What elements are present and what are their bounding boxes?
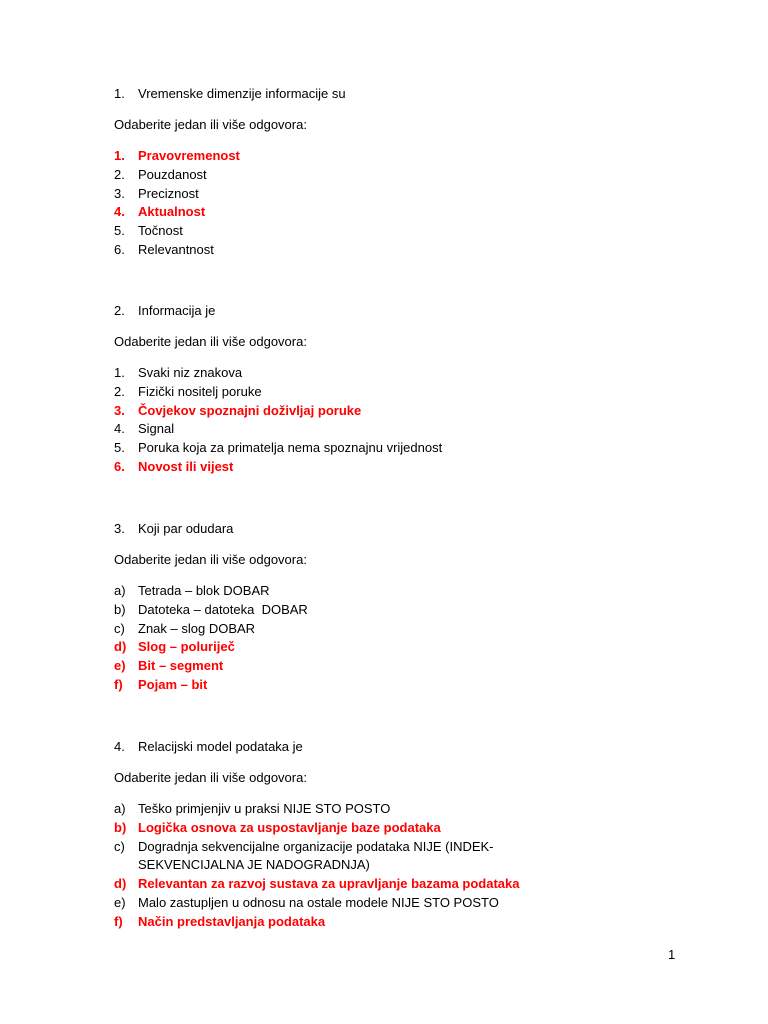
option-marker: b) <box>114 601 126 617</box>
option-marker: 1. <box>114 148 125 163</box>
option-marker: 4. <box>114 204 125 220</box>
option-correct <box>0 676 768 695</box>
option-marker: 2. <box>114 383 125 399</box>
answer-instruction: Odaberite jedan ili više odgovora: <box>114 552 307 567</box>
option-marker: e) <box>114 894 126 910</box>
option-text: Relevantnost <box>138 241 214 257</box>
option-text: Svaki niz znakova <box>138 365 243 380</box>
option-list <box>0 147 768 260</box>
question-1 <box>0 85 768 257</box>
option-marker: 5. <box>114 223 125 239</box>
option <box>0 364 768 383</box>
option <box>0 420 768 439</box>
option-marker: e) <box>114 658 126 674</box>
option-text: Pouzdanost <box>138 166 207 182</box>
option-marker: d) <box>114 876 127 892</box>
option <box>0 222 768 241</box>
option-text: Znak – slog DOBAR <box>138 620 256 636</box>
option-correct <box>0 875 768 894</box>
option <box>0 838 768 876</box>
answer-instruction: Odaberite jedan ili više odgovora: <box>114 770 307 785</box>
question-text: Vremenske dimenzije informacije su <box>138 86 346 101</box>
option <box>0 620 768 639</box>
question-3 <box>0 520 768 692</box>
option-marker: c) <box>114 620 125 636</box>
option-correct <box>0 819 768 838</box>
answer-instruction: Odaberite jedan ili više odgovora: <box>114 117 307 132</box>
option-text: Pravovremenost <box>138 148 240 163</box>
option-text: Novost ili vijest <box>138 458 234 474</box>
option-correct <box>0 913 768 932</box>
question-heading <box>0 520 768 539</box>
question-heading <box>0 302 768 321</box>
option-correct <box>0 458 768 477</box>
option <box>0 894 768 913</box>
question-heading <box>0 738 768 757</box>
option-marker: 4. <box>114 421 125 437</box>
question-text: Informacija je <box>138 303 216 318</box>
question-number: 1. <box>114 86 125 101</box>
option-correct <box>0 402 768 421</box>
option-list <box>0 582 768 695</box>
option-marker: 1. <box>114 365 125 380</box>
option-text: Čovjekov spoznajni doživljaj poruke <box>138 402 362 418</box>
option-marker: f) <box>114 676 123 692</box>
page-number: 1 <box>668 947 676 962</box>
option-correct <box>0 657 768 676</box>
option-marker: a) <box>114 801 126 816</box>
question-number: 4. <box>114 739 125 754</box>
answer-instruction: Odaberite jedan ili više odgovora: <box>114 334 307 349</box>
option-text: Logička osnova za uspostavljanje baze podataka <box>138 819 441 835</box>
option <box>0 601 768 620</box>
option-correct <box>0 638 768 657</box>
option-list <box>0 364 768 477</box>
option <box>0 241 768 260</box>
option-text: Točnost <box>138 223 183 239</box>
question-2 <box>0 302 768 474</box>
option-correct <box>0 147 768 166</box>
option-marker: d) <box>114 639 127 655</box>
option-text: Tetrada – blok DOBAR <box>138 583 270 598</box>
question-number: 3. <box>114 521 125 536</box>
option-marker: b) <box>114 819 127 835</box>
option-marker: 2. <box>114 166 125 182</box>
option-text: Dogradnja sekvencijalne organizacije podataka NIJE (INDEK-SEKVENCIJALNA JE NADOGRADNJA) <box>138 838 494 873</box>
option <box>0 166 768 185</box>
option-marker: 3. <box>114 185 125 201</box>
option-correct <box>0 203 768 222</box>
option-marker: a) <box>114 583 126 598</box>
option-text: Bit – segment <box>138 658 224 674</box>
option <box>0 800 768 819</box>
question-text: Koji par odudara <box>138 521 234 536</box>
option-marker: 6. <box>114 458 125 474</box>
option-text: Aktualnost <box>138 204 206 220</box>
option <box>0 185 768 204</box>
option-text: Poruka koja za primatelja nema spoznajnu vrijednost <box>138 440 443 456</box>
option-text: Relevantan za razvoj sustava za upravljanje bazama podataka <box>138 876 520 892</box>
option <box>0 383 768 402</box>
option-marker: f) <box>114 913 123 929</box>
option <box>0 439 768 458</box>
question-number: 2. <box>114 303 125 318</box>
option-text: Signal <box>138 421 175 437</box>
question-text: Relacijski model podataka je <box>138 739 303 754</box>
option-text: Teško primjenjiv u praksi NIJE STO POSTO <box>138 801 391 816</box>
option-text: Način predstavljanja podataka <box>138 913 326 929</box>
question-4 <box>0 738 768 929</box>
option-text: Fizički nositelj poruke <box>138 383 262 399</box>
option-marker: 6. <box>114 241 125 257</box>
option-text: Malo zastupljen u odnosu na ostale modele NIJE STO POSTO <box>138 894 499 910</box>
option-marker: c) <box>114 838 125 854</box>
option-marker: 5. <box>114 440 125 456</box>
option-text: Datoteka – datoteka DOBAR <box>138 601 308 617</box>
option-marker: 3. <box>114 402 125 418</box>
option-list <box>0 800 768 932</box>
question-heading <box>0 85 768 104</box>
option-text: Preciznost <box>138 185 199 201</box>
option-text: Pojam – bit <box>138 676 208 692</box>
option <box>0 582 768 601</box>
option-text: Slog – poluriječ <box>138 639 235 655</box>
